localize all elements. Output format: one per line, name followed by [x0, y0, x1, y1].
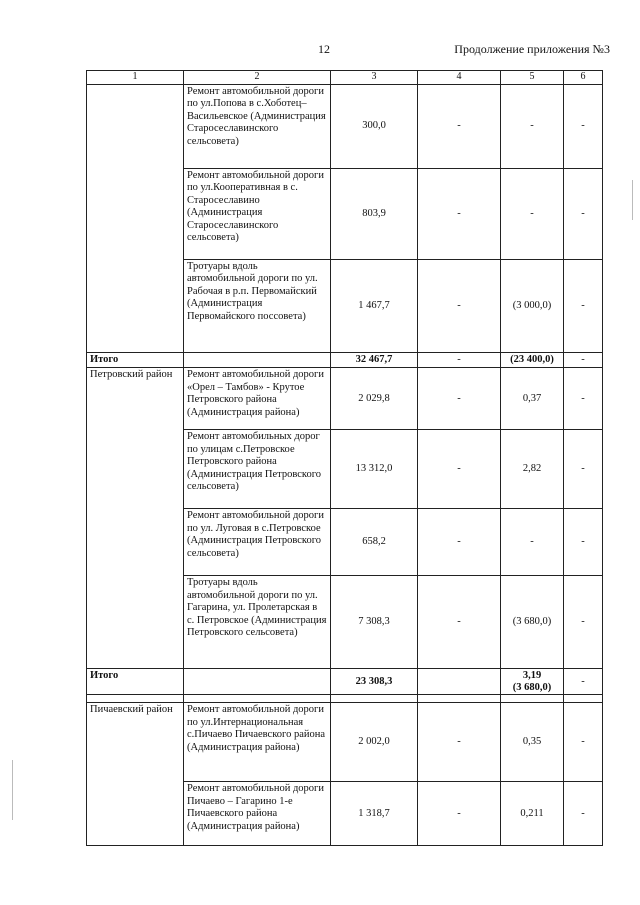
- object-cell: Тротуары вдоль автомобильной дороги по ул. Рабочая в р.п. Первомайский (Администрация Первомайского поссовета): [184, 260, 331, 353]
- column-header: 2: [184, 71, 331, 85]
- object-cell: Тротуары вдоль автомобильной дороги по ул. Гагарина, ул. Пролетарская в с. Петровское (Администрация Петровского сельсовета): [184, 576, 331, 669]
- col5-value: (3 680,0): [512, 681, 552, 693]
- district-cell: Петровский район: [87, 368, 184, 669]
- object-cell: Ремонт автомобильной дороги по ул.Кооперативная в с. Старосеславино (Администрация Старосеславинского сельсовета): [184, 169, 331, 260]
- col6-cell: -: [564, 703, 603, 782]
- col4-cell: -: [418, 703, 501, 782]
- continuation-title: Продолжение приложения №3: [454, 42, 610, 56]
- budget-table: [86, 70, 603, 846]
- col4-cell: -: [418, 509, 501, 576]
- col6-cell: -: [564, 169, 603, 260]
- district-cell: [87, 85, 184, 353]
- col4-cell: -: [418, 430, 501, 509]
- col4-cell: -: [418, 353, 501, 368]
- amount-cell: 1 467,7: [331, 260, 418, 353]
- header-row: [87, 71, 603, 85]
- column-header: 6: [564, 71, 603, 85]
- col4-cell: -: [418, 260, 501, 353]
- amount-cell: 2 029,8: [331, 368, 418, 430]
- total-amount: 32 467,7: [331, 353, 418, 368]
- total-row: [87, 669, 603, 695]
- col5-cell: (3 680,0): [501, 576, 564, 669]
- amount-cell: 13 312,0: [331, 430, 418, 509]
- col5-cell: 0,211: [501, 782, 564, 846]
- col5-cell: 0,35: [501, 703, 564, 782]
- amount-cell: 1 318,7: [331, 782, 418, 846]
- total-amount: 23 308,3: [331, 669, 418, 695]
- amount-cell: 2 002,0: [331, 703, 418, 782]
- col5-cell: -: [501, 169, 564, 260]
- object-cell: [184, 669, 331, 695]
- col4-cell: -: [418, 576, 501, 669]
- column-header: 1: [87, 71, 184, 85]
- col5-cell: -: [501, 509, 564, 576]
- total-label: Итого: [87, 669, 184, 695]
- object-cell: Ремонт автомобильной дороги по ул.Попова в с.Хоботец–Васильевское (Администрация Старосеславинского сельсовета): [184, 85, 331, 169]
- amount-cell: 658,2: [331, 509, 418, 576]
- col5-cell: (23 400,0): [501, 353, 564, 368]
- col5-cell: (3 000,0): [501, 260, 564, 353]
- scan-mark: [12, 760, 13, 820]
- table-row: [87, 703, 603, 782]
- col4-cell: -: [418, 782, 501, 846]
- col5-cell: 0,37: [501, 368, 564, 430]
- amount-cell: 7 308,3: [331, 576, 418, 669]
- col6-cell: -: [564, 430, 603, 509]
- object-cell: Ремонт автомобильной дороги «Орел – Тамбов» - Крутое Петровского района (Администрация района): [184, 368, 331, 430]
- district-cell: Пичаевский район: [87, 703, 184, 846]
- total-label: Итого: [87, 353, 184, 368]
- col5-value: 3,19: [522, 670, 542, 682]
- object-cell: Ремонт автомобильной дороги по ул.Интернациональная с.Пичаево Пичаевского района (Администрация района): [184, 703, 331, 782]
- col4-cell: -: [418, 368, 501, 430]
- col6-cell: -: [564, 509, 603, 576]
- col6-cell: -: [564, 782, 603, 846]
- spacer-row: [87, 695, 603, 703]
- column-header: 3: [331, 71, 418, 85]
- table-row: [87, 85, 603, 169]
- amount-cell: 803,9: [331, 169, 418, 260]
- col6-cell: -: [564, 260, 603, 353]
- col6-cell: -: [564, 85, 603, 169]
- col5-cell: -: [501, 85, 564, 169]
- column-header: 4: [418, 71, 501, 85]
- amount-cell: 300,0: [331, 85, 418, 169]
- col6-cell: -: [564, 353, 603, 368]
- object-cell: [184, 353, 331, 368]
- object-cell: Ремонт автомобильных дорог по улицам с.Петровское Петровского района (Администрация Петровского сельсовета): [184, 430, 331, 509]
- column-header: 5: [501, 71, 564, 85]
- col5-cell: [501, 669, 564, 695]
- col6-cell: -: [564, 669, 603, 695]
- object-cell: Ремонт автомобильной дороги Пичаево – Гагарино 1-е Пичаевского района (Администрация района): [184, 782, 331, 846]
- col6-cell: -: [564, 576, 603, 669]
- col4-cell: [418, 669, 501, 695]
- page-number: 12: [318, 42, 330, 56]
- total-row: [87, 353, 603, 368]
- table-row: [87, 368, 603, 430]
- col5-cell: 2,82: [501, 430, 564, 509]
- object-cell: Ремонт автомобильной дороги по ул. Луговая в с.Петровское (Администрация Петровского сельсовета): [184, 509, 331, 576]
- scan-mark: [632, 180, 633, 220]
- col4-cell: -: [418, 169, 501, 260]
- col6-cell: -: [564, 368, 603, 430]
- col4-cell: -: [418, 85, 501, 169]
